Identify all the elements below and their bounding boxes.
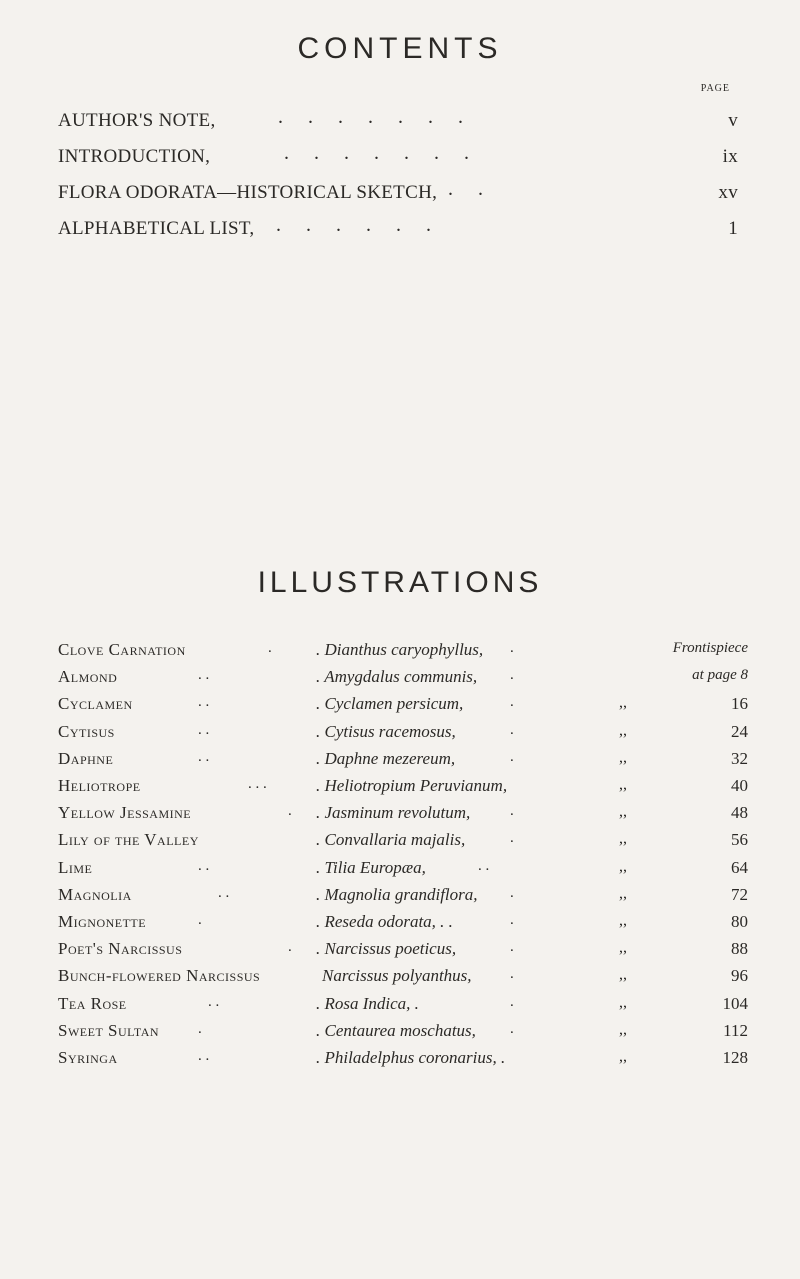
illustration-page: 80 — [731, 912, 748, 931]
illustration-page: 104 — [722, 994, 748, 1013]
ditto-mark: ,, — [619, 722, 627, 739]
illustration-row — [58, 640, 748, 664]
illustration-botanical-name: . Dianthus caryophyllus, — [316, 640, 484, 659]
illustration-row — [58, 667, 748, 691]
contents-entry — [58, 106, 738, 136]
ditto-mark: ,, — [619, 994, 627, 1011]
illustration-row — [58, 1048, 748, 1072]
illustration-common-name: Clove Carnation — [58, 640, 186, 659]
illustration-botanical-name: . Reseda odorata, . . — [316, 912, 453, 931]
ditto-mark: ,, — [619, 912, 627, 929]
illustration-botanical-name: . Magnolia grandiflora, — [316, 885, 478, 904]
contents-entry-page: v — [728, 110, 738, 131]
illustration-common-name: Tea Rose — [58, 994, 127, 1013]
illustration-row — [58, 912, 748, 936]
contents-entry-page: 1 — [728, 218, 738, 239]
illustration-page: at page 8 — [692, 667, 748, 683]
illustration-page: 56 — [731, 830, 748, 849]
contents-entry-title: INTRODUCTION, — [58, 146, 211, 167]
contents-entry — [58, 178, 738, 208]
illustration-row — [58, 803, 748, 827]
ditto-mark: ,, — [619, 885, 627, 902]
illustration-botanical-name: . Centaurea moschatus, — [316, 1021, 476, 1040]
illustration-common-name: Daphne — [58, 749, 114, 768]
illustration-leader: . — [510, 966, 514, 982]
illustrations-heading: ILLUSTRATIONS — [257, 566, 543, 599]
illustration-row — [58, 939, 748, 963]
illustration-page: 32 — [731, 749, 748, 768]
illustration-common-name: Sweet Sultan — [58, 1021, 160, 1040]
illustration-botanical-name: . Daphne mezereum, — [316, 749, 456, 768]
illustration-leader: . . — [198, 1048, 210, 1064]
contents-heading: CONTENTS — [297, 32, 503, 65]
illustration-leader: . — [510, 803, 514, 819]
illustration-page: 16 — [731, 694, 748, 713]
illustration-page: 64 — [731, 858, 748, 877]
illustration-botanical-name: . Heliotropium Peruvianum, — [316, 776, 508, 795]
illustration-botanical-name: . Narcissus poeticus, — [316, 939, 457, 958]
page-column-label: PAGE — [700, 83, 730, 94]
illustration-leader: . . — [198, 722, 210, 738]
illustration-leader: . — [198, 912, 202, 928]
illustration-leader: . — [510, 912, 514, 928]
illustration-leader: . — [510, 694, 514, 710]
contents-entry-page: xv — [718, 182, 738, 203]
illustration-leader: . . — [218, 885, 230, 901]
illustration-common-name: Magnolia — [58, 885, 132, 904]
illustration-row — [58, 1021, 748, 1045]
illustration-leader: . — [510, 749, 514, 765]
illustration-common-name: Cyclamen — [58, 694, 133, 713]
illustration-common-name: Poet's Narcissus — [58, 939, 183, 958]
illustration-botanical-name: . Tilia Europæa, — [316, 858, 426, 877]
illustration-leader: . — [510, 994, 514, 1010]
ditto-mark: ,, — [619, 939, 627, 956]
ditto-mark: ,, — [619, 858, 627, 875]
illustration-leader: . — [288, 939, 292, 955]
contents-entry-leader: . . — [448, 178, 493, 200]
illustration-leader: . . — [478, 858, 490, 874]
illustration-common-name: Heliotrope — [58, 776, 141, 795]
illustration-leader: . . — [198, 667, 210, 683]
illustration-leader: . . — [198, 694, 210, 710]
illustration-row — [58, 858, 748, 882]
contents-entry-page: ix — [722, 146, 738, 167]
illustration-common-name: Yellow Jessamine — [58, 803, 192, 822]
illustration-page: 128 — [722, 1048, 748, 1067]
ditto-mark: ,, — [619, 776, 627, 793]
illustration-leader: . — [268, 640, 272, 656]
ditto-mark: ,, — [619, 694, 627, 711]
illustration-row — [58, 885, 748, 909]
illustration-page: 48 — [731, 803, 748, 822]
illustration-page: 88 — [731, 939, 748, 958]
illustration-leader: . — [510, 1021, 514, 1037]
illustration-leader: . . — [208, 994, 220, 1010]
illustration-page: 72 — [731, 885, 748, 904]
illustration-leader: . — [510, 667, 514, 683]
illustration-row — [58, 830, 748, 854]
ditto-mark: ,, — [619, 803, 627, 820]
contents-entry-title: FLORA ODORATA—HISTORICAL SKETCH, — [58, 182, 438, 203]
illustration-row — [58, 694, 748, 718]
illustration-row — [58, 722, 748, 746]
illustration-botanical-name: . Rosa Indica, . — [316, 994, 419, 1013]
illustration-botanical-name: . Jasminum revolutum, — [316, 803, 471, 822]
contents-entry — [58, 142, 738, 172]
contents-entry-title: AUTHOR'S NOTE, — [58, 110, 216, 131]
illustration-botanical-name: . Cytisus racemosus, — [316, 722, 456, 741]
illustration-botanical-name: . Amygdalus communis, — [316, 667, 478, 686]
ditto-mark: ,, — [619, 749, 627, 766]
illustration-page: 40 — [731, 776, 748, 795]
illustration-leader: . — [288, 803, 292, 819]
illustration-botanical-name: . Cyclamen persicum, — [316, 694, 464, 713]
illustration-page: Frontispiece — [672, 640, 748, 656]
illustration-row — [58, 749, 748, 773]
ditto-mark: ,, — [619, 1048, 627, 1065]
illustration-row — [58, 966, 748, 990]
illustration-botanical-name: Narcissus polyanthus, — [322, 966, 472, 985]
illustration-leader: . — [510, 722, 514, 738]
illustration-page: 96 — [731, 966, 748, 985]
illustration-botanical-name: . Philadelphus coronarius, . — [316, 1048, 506, 1067]
ditto-mark: ,, — [619, 966, 627, 983]
contents-entry — [58, 214, 738, 244]
illustration-leader: . . — [198, 749, 210, 765]
illustration-common-name: Lily of the Valley — [58, 830, 199, 849]
illustration-botanical-name: . Convallaria majalis, — [316, 830, 466, 849]
illustration-common-name: Bunch-flowered Narcissus — [58, 966, 261, 985]
contents-entry-leader: . . . . . . — [276, 214, 441, 236]
illustration-leader: . — [510, 939, 514, 955]
contents-entry-leader: . . . . . . . — [284, 142, 479, 164]
illustration-common-name: Almond — [58, 667, 118, 686]
illustration-leader: . — [198, 1021, 202, 1037]
illustration-leader: . . . — [248, 776, 267, 792]
illustration-common-name: Syringa — [58, 1048, 118, 1067]
illustration-leader: . — [510, 885, 514, 901]
illustration-leader: . — [510, 830, 514, 846]
illustration-leader: . . — [198, 858, 210, 874]
illustration-common-name: Cytisus — [58, 722, 115, 741]
ditto-mark: ,, — [619, 830, 627, 847]
illustration-row — [58, 994, 748, 1018]
contents-entry-title: ALPHABETICAL LIST, — [58, 218, 255, 239]
contents-entry-leader: . . . . . . . — [278, 106, 473, 128]
illustration-common-name: Lime — [58, 858, 93, 877]
illustration-page: 24 — [731, 722, 748, 741]
illustration-common-name: Mignonette — [58, 912, 147, 931]
illustration-page: 112 — [723, 1021, 748, 1040]
ditto-mark: ,, — [619, 1021, 627, 1038]
illustration-leader: . — [510, 640, 514, 656]
illustration-row — [58, 776, 748, 800]
